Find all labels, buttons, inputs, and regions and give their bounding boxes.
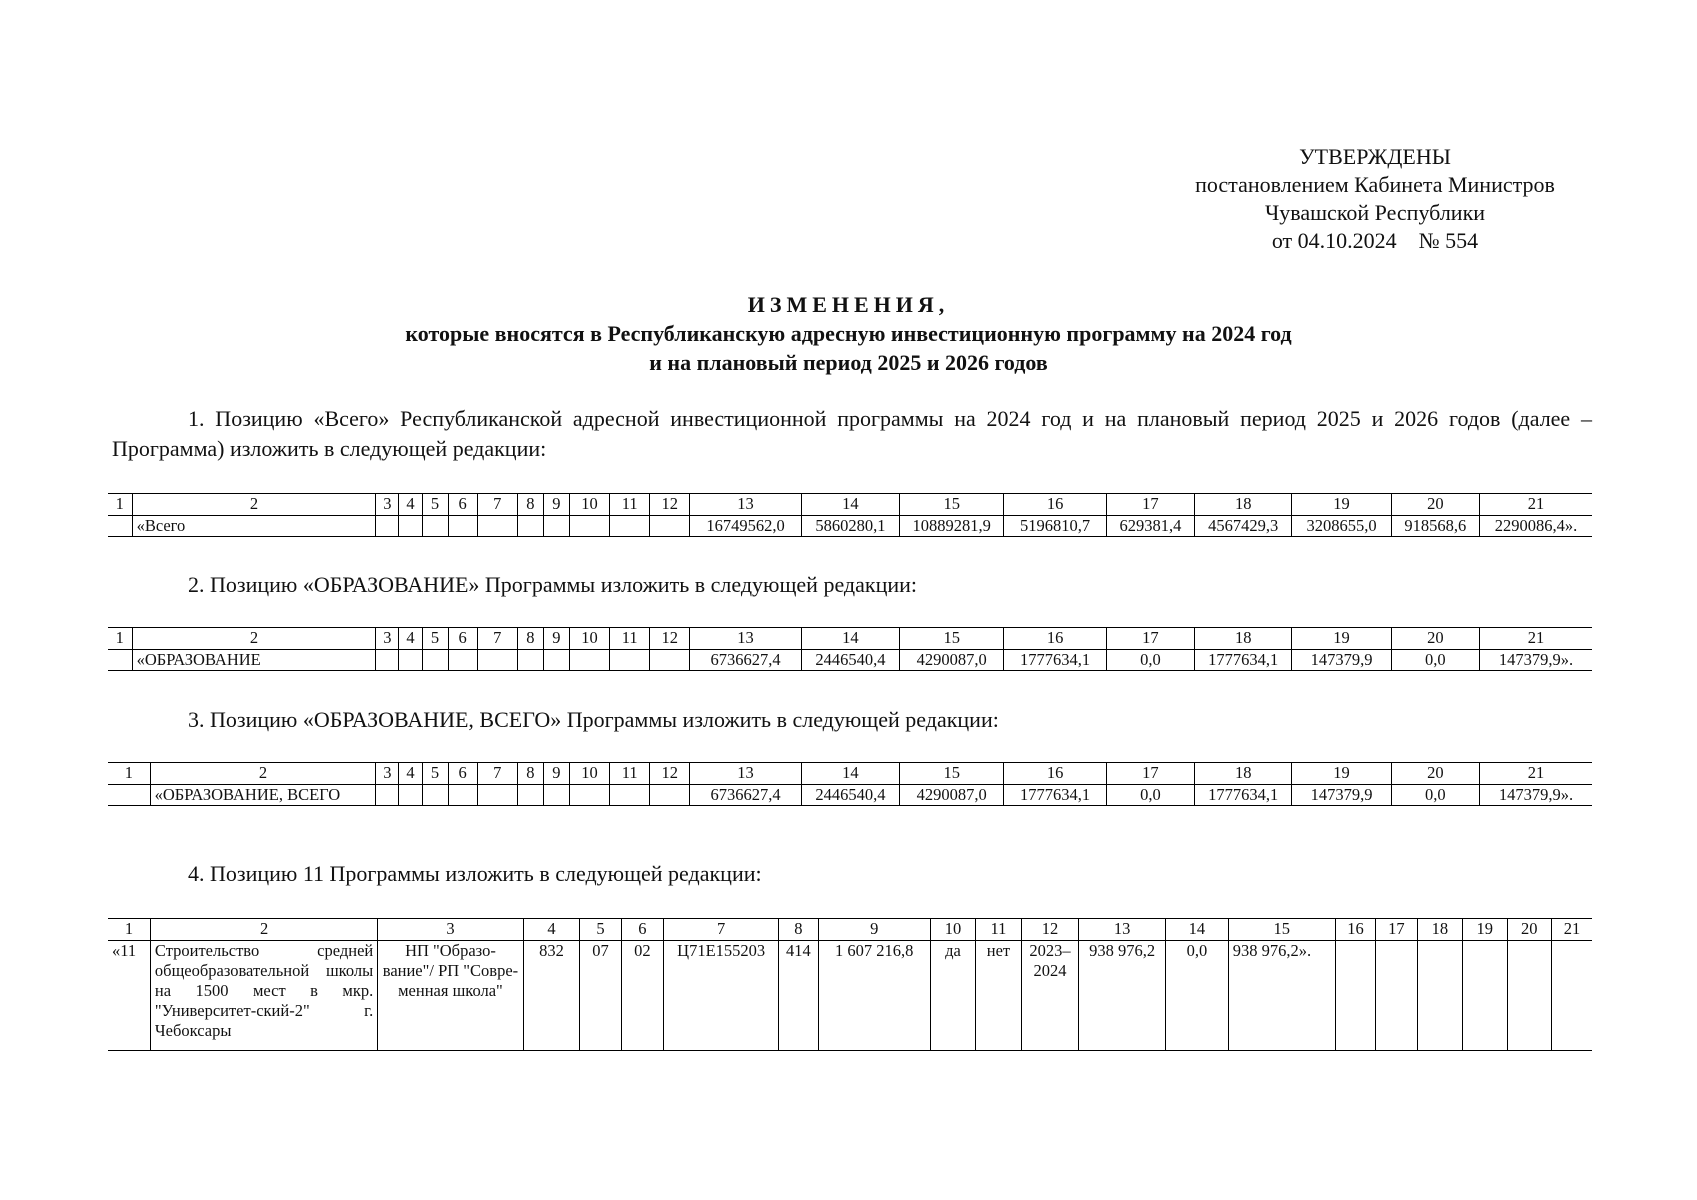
value-cell: 147379,9». — [1479, 650, 1592, 671]
col-header: 8 — [517, 494, 543, 516]
table-position-11 — [108, 918, 1592, 1051]
value-cell: 16749562,0 — [690, 516, 801, 537]
value-cell: 147379,9 — [1292, 785, 1391, 806]
row-name: «ОБРАЗОВАНИЕ, ВСЕГО — [150, 785, 376, 806]
col-header: 5 — [580, 919, 621, 941]
col-header: 15 — [900, 763, 1004, 785]
col-header: 1 — [108, 628, 132, 650]
col-header: 1 — [108, 919, 150, 941]
value-cell: 1777634,1 — [1004, 785, 1106, 806]
col-header: 17 — [1106, 763, 1194, 785]
value-cell: 0,0 — [1391, 650, 1479, 671]
col-header: 19 — [1292, 494, 1391, 516]
table-row — [108, 516, 1592, 537]
col-header: 8 — [517, 763, 543, 785]
col-header: 16 — [1004, 763, 1106, 785]
title-line: которые вносятся в Республиканскую адресную инвестиционную программу на 2024 год — [405, 321, 1292, 346]
col-header: 2 — [132, 494, 376, 516]
col-header: 20 — [1507, 919, 1551, 941]
col-header: 12 — [1021, 919, 1079, 941]
col-header: 5 — [422, 494, 448, 516]
value-cell: 414 — [779, 941, 818, 1051]
value-cell: 3208655,0 — [1292, 516, 1391, 537]
section-2-text: 2. Позицию «ОБРАЗОВАНИЕ» Программы изложить в следующей редакции: — [188, 572, 917, 597]
col-header: 7 — [664, 919, 779, 941]
column-number-row — [108, 763, 1592, 785]
value-cell — [1551, 941, 1592, 1051]
col-header: 15 — [900, 494, 1004, 516]
value-cell: Ц71Е155203 — [664, 941, 779, 1051]
value-cell: 147379,9». — [1479, 785, 1592, 806]
value-cell: 2290086,4». — [1479, 516, 1592, 537]
section-1-text: 1. Позицию «Всего» Республиканской адресной инвестиционной программы на 2024 год и на плановый период 2025 и 2026 годов (далее – Программа) изложить в следующей редакции: — [112, 406, 1592, 461]
col-header: 2 — [132, 628, 376, 650]
col-header: 21 — [1551, 919, 1592, 941]
col-header: 4 — [399, 494, 422, 516]
value-cell — [1417, 941, 1462, 1051]
col-header: 18 — [1195, 494, 1292, 516]
value-cell: 629381,4 — [1106, 516, 1194, 537]
title-line: и на плановый период 2025 и 2026 годов — [649, 350, 1048, 375]
value-cell: 832 — [523, 941, 580, 1051]
col-header: 16 — [1335, 919, 1375, 941]
title-heading: ИЗМЕНЕНИЯ, — [747, 292, 950, 317]
col-header: 17 — [1106, 494, 1194, 516]
approval-line: постановлением Кабинета Министров — [1195, 172, 1555, 197]
value-cell — [1463, 941, 1507, 1051]
section-3-text: 3. Позицию «ОБРАЗОВАНИЕ, ВСЕГО» Программы изложить в следующей редакции: — [188, 707, 999, 732]
value-cell — [1335, 941, 1375, 1051]
approval-line: Чувашской Республики — [1264, 200, 1486, 225]
col-header: 21 — [1479, 494, 1592, 516]
col-header: 18 — [1195, 763, 1292, 785]
col-header: 3 — [378, 919, 523, 941]
table-education-total — [108, 762, 1592, 806]
position-number: «11 — [108, 941, 150, 1051]
col-header: 6 — [448, 494, 477, 516]
col-header: 6 — [621, 919, 663, 941]
value-cell: 07 — [580, 941, 621, 1051]
col-header: 2 — [150, 919, 377, 941]
value-cell: 2446540,4 — [801, 785, 899, 806]
value-cell: 938 976,2». — [1228, 941, 1335, 1051]
value-cell: 1777634,1 — [1004, 650, 1106, 671]
column-number-row — [108, 494, 1592, 516]
table-education — [108, 627, 1592, 671]
approval-heading: УТВЕРЖДЕНЫ — [1299, 144, 1451, 169]
col-header: 9 — [543, 763, 569, 785]
col-header: 12 — [650, 494, 690, 516]
approval-block — [1145, 143, 1605, 255]
col-header: 20 — [1391, 628, 1479, 650]
document-title — [0, 290, 1697, 377]
value-cell: 0,0 — [1106, 785, 1194, 806]
value-cell: 2446540,4 — [801, 650, 899, 671]
table-row — [108, 785, 1592, 806]
value-cell: 02 — [621, 941, 663, 1051]
col-header: 1 — [108, 763, 150, 785]
value-cell: 0,0 — [1166, 941, 1229, 1051]
value-cell: 938 976,2 — [1079, 941, 1166, 1051]
col-header: 11 — [610, 763, 650, 785]
approval-date-number: от 04.10.2024 № 554 — [1271, 228, 1479, 253]
col-header: 3 — [376, 763, 399, 785]
col-header: 16 — [1004, 628, 1106, 650]
col-header: 20 — [1391, 763, 1479, 785]
col-header: 5 — [422, 628, 448, 650]
col-header: 10 — [569, 494, 609, 516]
value-cell: 1 607 216,8 — [818, 941, 930, 1051]
col-header: 9 — [543, 628, 569, 650]
column-number-row — [108, 628, 1592, 650]
value-cell: 0,0 — [1106, 650, 1194, 671]
col-header: 14 — [801, 628, 899, 650]
col-header: 12 — [650, 763, 690, 785]
col-header: 4 — [523, 919, 580, 941]
section-4-text: 4. Позицию 11 Программы изложить в следующей редакции: — [188, 861, 762, 886]
col-header: 18 — [1417, 919, 1462, 941]
col-header: 18 — [1195, 628, 1292, 650]
col-header: 15 — [900, 628, 1004, 650]
col-header: 7 — [477, 763, 517, 785]
value-cell: 147379,9 — [1292, 650, 1391, 671]
column-number-row — [108, 919, 1592, 941]
col-header: 9 — [543, 494, 569, 516]
col-header: 13 — [690, 763, 801, 785]
col-header: 6 — [448, 628, 477, 650]
col-header: 21 — [1479, 628, 1592, 650]
col-header: 21 — [1479, 763, 1592, 785]
col-header: 11 — [976, 919, 1021, 941]
col-header: 12 — [650, 628, 690, 650]
col-header: 19 — [1463, 919, 1507, 941]
value-cell: 918568,6 — [1391, 516, 1479, 537]
col-header: 14 — [801, 494, 899, 516]
col-header: 4 — [399, 628, 422, 650]
value-cell: 1777634,1 — [1195, 650, 1292, 671]
col-header: 2 — [150, 763, 376, 785]
col-header: 8 — [779, 919, 818, 941]
row-name: «Всего — [132, 516, 376, 537]
value-cell: 2023–2024 — [1021, 941, 1079, 1051]
col-header: 8 — [517, 628, 543, 650]
col-header: 13 — [690, 628, 801, 650]
col-header: 10 — [569, 628, 609, 650]
col-header: 17 — [1106, 628, 1194, 650]
value-cell: 4290087,0 — [900, 785, 1004, 806]
col-header: 13 — [1079, 919, 1166, 941]
value-cell: да — [930, 941, 975, 1051]
table-row — [108, 941, 1592, 1051]
table-row — [108, 650, 1592, 671]
col-header: 7 — [477, 628, 517, 650]
col-header: 9 — [818, 919, 930, 941]
value-cell: 10889281,9 — [900, 516, 1004, 537]
value-cell: 4290087,0 — [900, 650, 1004, 671]
col-header: 16 — [1004, 494, 1106, 516]
col-header: 3 — [376, 628, 399, 650]
object-name: Строительство средней общеобразовательной школы на 1500 мест в мкр. "Университет-ский-2" г. Чебоксары — [150, 941, 377, 1051]
col-header: 6 — [448, 763, 477, 785]
col-header: 4 — [399, 763, 422, 785]
value-cell: 6736627,4 — [690, 785, 801, 806]
value-cell: 1777634,1 — [1195, 785, 1292, 806]
col-header: 14 — [1166, 919, 1229, 941]
value-cell: нет — [976, 941, 1021, 1051]
table-total — [108, 493, 1592, 537]
col-header: 13 — [690, 494, 801, 516]
col-header: 19 — [1292, 763, 1391, 785]
col-header: 14 — [801, 763, 899, 785]
value-cell — [1376, 941, 1417, 1051]
value-cell: 6736627,4 — [690, 650, 801, 671]
col-header: 3 — [376, 494, 399, 516]
col-header: 10 — [569, 763, 609, 785]
value-cell: 4567429,3 — [1195, 516, 1292, 537]
col-header: 7 — [477, 494, 517, 516]
col-header: 20 — [1391, 494, 1479, 516]
col-header: 1 — [108, 494, 132, 516]
value-cell: 5860280,1 — [801, 516, 899, 537]
value-cell: 5196810,7 — [1004, 516, 1106, 537]
col-header: 10 — [930, 919, 975, 941]
project-name: НП "Образо-вание"/ РП "Совре-менная школа" — [378, 941, 523, 1051]
col-header: 17 — [1376, 919, 1417, 941]
col-header: 5 — [422, 763, 448, 785]
col-header: 15 — [1228, 919, 1335, 941]
col-header: 19 — [1292, 628, 1391, 650]
value-cell — [1507, 941, 1551, 1051]
col-header: 11 — [610, 628, 650, 650]
value-cell: 0,0 — [1391, 785, 1479, 806]
col-header: 11 — [610, 494, 650, 516]
row-name: «ОБРАЗОВАНИЕ — [132, 650, 376, 671]
